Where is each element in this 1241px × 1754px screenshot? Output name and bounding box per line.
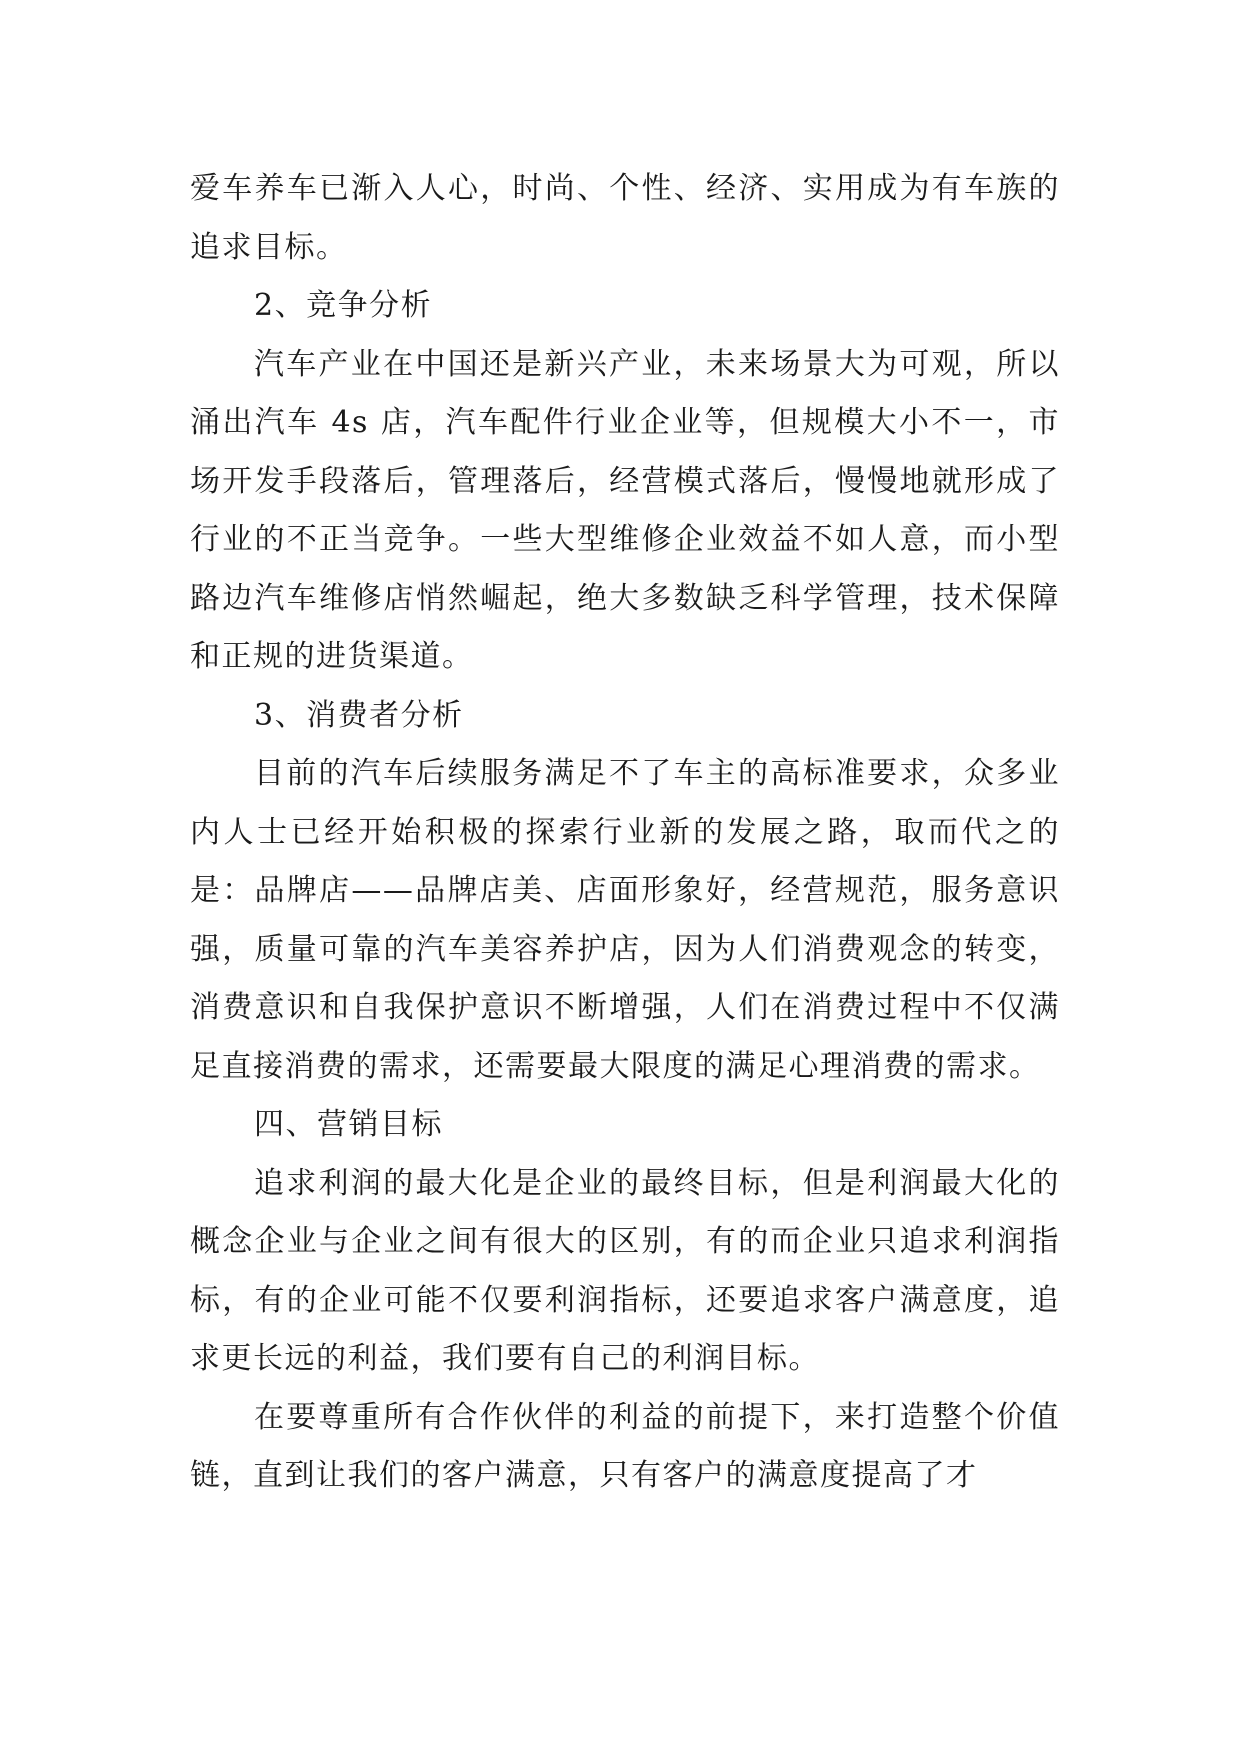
paragraph-continued: 爱车养车已渐入人心，时尚、个性、经济、实用成为有车族的追求目标。 xyxy=(190,171,1060,265)
paragraph-value-chain: 在要尊重所有合作伙伴的利益的前提下，来打造整个价值链，直到让我们的客户满意，只有客户的满意度提高了才 xyxy=(190,1399,1060,1493)
paragraph-marketing-goal: 追求利润的最大化是企业的最终目标，但是利润最大化的概念企业与企业之间有很大的区别，有的而企业只追求利润指标，有的企业可能不仅要利润指标，还要追求客户满意度，追求更长远的利益，我们要有自己的利润目标。 xyxy=(190,1165,1060,1376)
section-heading-competition: 2、竞争分析 xyxy=(254,288,433,323)
section-heading-consumer: 3、消费者分析 xyxy=(254,697,464,733)
document-body xyxy=(190,160,1060,1506)
section-heading-marketing-goal: 四、营销目标 xyxy=(254,1107,443,1142)
paragraph-consumer: 目前的汽车后续服务满足不了车主的高标准要求，众多业内人士已经开始积极的探索行业新的发展之路，取而代之的是：品牌店——品牌店美、店面形象好，经营规范，服务意识强，质量可靠的汽车美容养护店，因为人们消费观念的转变，消费意识和自我保护意识不断增强，人们在消费过程中不仅满足直接消费的需求，还需要最大限度的满足心理消费的需求。 xyxy=(190,756,1060,1084)
paragraph-competition: 汽车产业在中国还是新兴产业，未来场景大为可观，所以涌出汽车 4s 店，汽车配件行业企业等，但规模大小不一，市场开发手段落后，管理落后，经营模式落后，慢慢地就形成了行业的不正当竞争。一些大型维修企业效益不如人意，而小型路边汽车维修店悄然崛起，绝大多数缺乏科学管理，技术保障和正规的进货渠道。 xyxy=(190,346,1060,674)
